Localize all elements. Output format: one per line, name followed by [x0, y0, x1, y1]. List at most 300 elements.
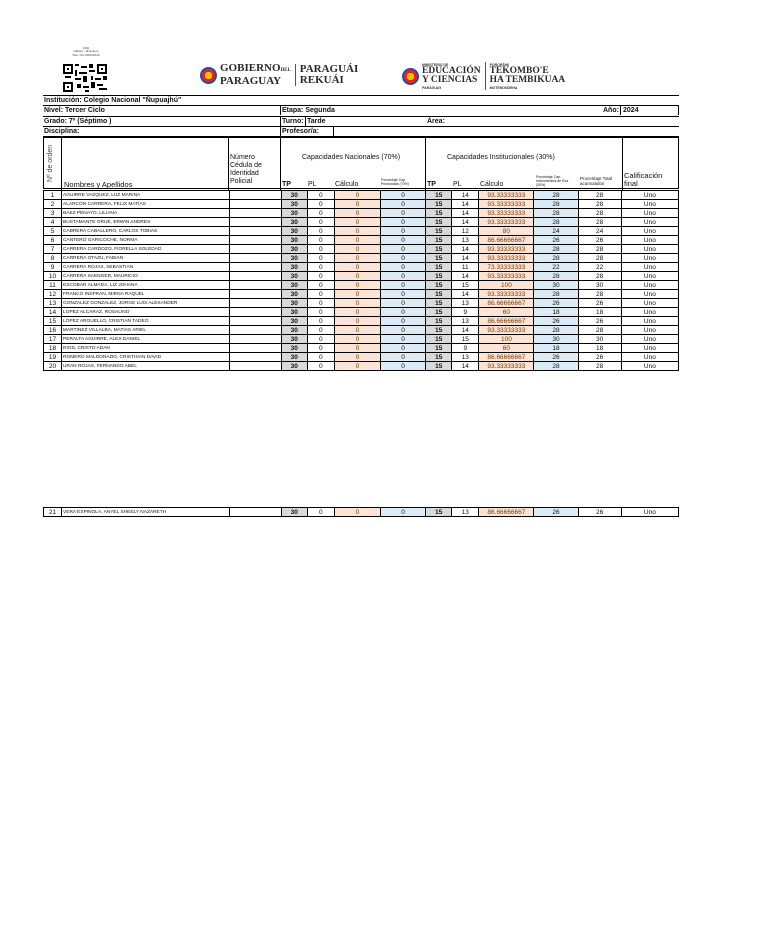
pct-nac-cell: 0 — [381, 272, 426, 281]
calc-nac-cell: 0 — [334, 218, 380, 227]
pct-inst-cell: 26 — [534, 299, 578, 308]
name-cell: MARTINEZ VILLALBA, MATIAS ARIEL — [62, 326, 230, 335]
calc-nac-cell: 0 — [334, 200, 380, 209]
cedula-cell — [229, 218, 281, 227]
tp-nac-cell: 30 — [281, 227, 307, 236]
cedula-cell — [229, 344, 281, 353]
students-table-extra — [43, 507, 679, 517]
col-pct-nac: Porcentaje Cap. Priorizadas (70%) — [381, 178, 409, 186]
name-cell: GONZALEZ GONZALEZ, JORGE LUIS ALEXANDER — [62, 299, 230, 308]
table-row — [44, 326, 679, 335]
table-row — [44, 272, 679, 281]
name-cell: VERA ESPINOLA, ANYEL SHEELY NAZARETH — [62, 508, 230, 517]
calc-inst-cell: 93.33333333 — [479, 290, 534, 299]
pl-inst-cell: 12 — [452, 227, 479, 236]
name-cell: AGUIRRE VAZQUEZ, LUZ MARINA — [62, 191, 230, 200]
pl-inst-cell: 14 — [452, 290, 479, 299]
orden-cell: 13 — [44, 299, 62, 308]
calc-inst-cell: 93.33333333 — [479, 191, 534, 200]
pl-nac-cell: 0 — [307, 326, 334, 335]
pl-inst-cell: 14 — [452, 254, 479, 263]
pl-inst-cell: 13 — [452, 236, 479, 245]
calc-inst-cell: 86.66666667 — [479, 236, 534, 245]
pl-nac-cell: 0 — [307, 227, 334, 236]
calif-cell: Uno — [621, 335, 678, 344]
total-cell: 28 — [578, 209, 621, 218]
tp-nac-cell: 30 — [281, 200, 307, 209]
min-line2: Y CIENCIAS — [422, 75, 478, 85]
logo-divider — [295, 64, 296, 86]
table-row — [44, 308, 679, 317]
calc-nac-cell: 0 — [334, 236, 380, 245]
pl-nac-cell: 0 — [307, 290, 334, 299]
pct-nac-cell: 0 — [381, 218, 426, 227]
name-cell: CARRERA CARDOZO, FIORELLA SOLEDAD — [62, 245, 230, 254]
min-line1: EDUCACIÓN — [422, 65, 481, 76]
name-cell: CARRERA OTAZU, FABIAN — [62, 254, 230, 263]
pl-nac-cell: 0 — [307, 281, 334, 290]
gn-top: PORORÃMI — [489, 62, 509, 67]
calif-cell: Uno — [621, 299, 678, 308]
orden-cell: 2 — [44, 200, 62, 209]
pl-inst-cell: 13 — [452, 508, 479, 517]
pl-inst-cell: 13 — [452, 353, 479, 362]
pct-nac-cell: 0 — [381, 344, 426, 353]
col-calif: Calificación final — [624, 171, 663, 188]
pct-nac-cell: 0 — [381, 227, 426, 236]
name-cell: RIOS, CRISTO ADAN — [62, 344, 230, 353]
calc-inst-cell: 93.33333333 — [479, 245, 534, 254]
pl-inst-cell: 15 — [452, 335, 479, 344]
pct-inst-cell: 28 — [534, 290, 578, 299]
name-cell: ESCOBAR ALMADA, LIZ JOHANA — [62, 281, 230, 290]
calif-cell: Uno — [621, 326, 678, 335]
pct-nac-cell: 0 — [381, 353, 426, 362]
anio-value: 2024 — [623, 107, 639, 114]
pl-nac-cell: 0 — [307, 344, 334, 353]
calif-cell: Uno — [621, 218, 678, 227]
total-cell: 26 — [578, 299, 621, 308]
pct-inst-cell: 28 — [534, 218, 578, 227]
cedula-cell — [229, 227, 281, 236]
col-calc2: Cálculo — [480, 181, 504, 188]
tp-inst-cell: 15 — [426, 344, 452, 353]
table-row — [44, 254, 679, 263]
tp-nac-cell: 30 — [281, 218, 307, 227]
total-cell: 18 — [578, 344, 621, 353]
calc-nac-cell: 0 — [334, 299, 380, 308]
calc-nac-cell: 0 — [334, 335, 380, 344]
national-seal-icon — [200, 67, 217, 84]
tp-inst-cell: 15 — [426, 191, 452, 200]
pl-inst-cell: 13 — [452, 317, 479, 326]
calif-cell: Uno — [621, 236, 678, 245]
gov-gn2: REKUÁI — [299, 74, 344, 86]
orden-cell: 5 — [44, 227, 62, 236]
tp-inst-cell: 15 — [426, 335, 452, 344]
pl-inst-cell: 11 — [452, 263, 479, 272]
pct-inst-cell: 28 — [534, 326, 578, 335]
profesor-label: Profesor/a: — [282, 128, 319, 135]
calc-inst-cell: 93.33333333 — [479, 209, 534, 218]
tp-inst-cell: 15 — [426, 290, 452, 299]
gobierno-logo — [200, 63, 358, 87]
pl-nac-cell: 0 — [307, 308, 334, 317]
cedula-cell — [229, 317, 281, 326]
name-cell: URAN ROJAS, FERNANDO ABEL — [62, 362, 230, 371]
pct-inst-cell: 26 — [534, 508, 578, 517]
calc-nac-cell: 0 — [334, 317, 380, 326]
grado-label: Grado: 7º (Séptimo ) — [44, 118, 112, 125]
cedula-cell — [229, 299, 281, 308]
table-row — [44, 191, 679, 200]
gov-line1: GOBIERNO — [220, 62, 281, 74]
name-cell: BAEZ PENAYO, LILIANA — [62, 209, 230, 218]
pct-nac-cell: 0 — [381, 263, 426, 272]
cedula-cell — [229, 263, 281, 272]
tp-inst-cell: 15 — [426, 362, 452, 371]
calc-nac-cell: 0 — [334, 245, 380, 254]
total-cell: 26 — [578, 353, 621, 362]
table-row — [44, 353, 679, 362]
tp-inst-cell: 15 — [426, 317, 452, 326]
calc-nac-cell: 0 — [334, 263, 380, 272]
total-cell: 30 — [578, 281, 621, 290]
total-cell: 18 — [578, 308, 621, 317]
gov-gn1: PARAGUÁI — [299, 63, 359, 75]
pl-nac-cell: 0 — [307, 335, 334, 344]
tp-nac-cell: 30 — [281, 272, 307, 281]
pct-nac-cell: 0 — [381, 245, 426, 254]
tp-nac-cell: 30 — [281, 245, 307, 254]
pct-inst-cell: 26 — [534, 236, 578, 245]
tp-inst-cell: 15 — [426, 281, 452, 290]
cedula-cell — [229, 236, 281, 245]
tp-nac-cell: 30 — [281, 191, 307, 200]
pl-inst-cell: 14 — [452, 200, 479, 209]
pct-nac-cell: 0 — [381, 508, 426, 517]
pct-nac-cell: 0 — [381, 200, 426, 209]
pl-nac-cell: 0 — [307, 272, 334, 281]
tp-inst-cell: 15 — [426, 245, 452, 254]
orden-cell: 21 — [44, 508, 62, 517]
logo-divider — [485, 62, 486, 90]
col-tp1: TP — [282, 181, 291, 188]
col-orden: Nº de orden — [47, 144, 54, 182]
calif-cell: Uno — [621, 245, 678, 254]
pl-inst-cell: 14 — [452, 326, 479, 335]
pl-inst-cell: 14 — [452, 362, 479, 371]
min-bottom: PARAGUAY — [422, 85, 442, 90]
cedula-cell — [229, 353, 281, 362]
cedula-cell — [229, 290, 281, 299]
name-cell: BUSTAMANTE ORUE, ERWIN ANDRES — [62, 218, 230, 227]
calif-cell: Uno — [621, 281, 678, 290]
cedula-cell — [229, 335, 281, 344]
pct-nac-cell: 0 — [381, 362, 426, 371]
calc-inst-cell: 60 — [479, 344, 534, 353]
tp-nac-cell: 30 — [281, 281, 307, 290]
institucion-label: Institución: Colegio Nacional "Ñupuajhú" — [44, 97, 182, 104]
cedula-cell — [229, 245, 281, 254]
table-row — [44, 245, 679, 254]
etapa-label: Etapa: Segunda — [282, 107, 335, 114]
orden-cell: 15 — [44, 317, 62, 326]
qr-caption-line: Res. Nro 9000/2019 — [72, 52, 100, 57]
name-cell: ALARCON CARRERA, FELIX MATIAS — [62, 200, 230, 209]
name-cell: PERALTA AGUIRRE, ALEX DANIEL — [62, 335, 230, 344]
pct-inst-cell: 24 — [534, 227, 578, 236]
total-cell: 26 — [578, 508, 621, 517]
calif-cell: Uno — [621, 263, 678, 272]
pct-inst-cell: 26 — [534, 317, 578, 326]
total-cell: 30 — [578, 335, 621, 344]
tp-inst-cell: 15 — [426, 236, 452, 245]
pl-inst-cell: 14 — [452, 245, 479, 254]
calif-cell: Uno — [621, 209, 678, 218]
total-cell: 28 — [578, 326, 621, 335]
calc-inst-cell: 86.66666667 — [479, 317, 534, 326]
calc-inst-cell: 93.33333333 — [479, 254, 534, 263]
orden-cell: 20 — [44, 362, 62, 371]
pl-nac-cell: 0 — [307, 191, 334, 200]
calc-inst-cell: 93.33333333 — [479, 218, 534, 227]
calif-cell: Uno — [621, 508, 678, 517]
col-tp2: TP — [427, 181, 436, 188]
info-row-disciplina — [43, 126, 679, 137]
pl-nac-cell: 0 — [307, 263, 334, 272]
tp-nac-cell: 30 — [281, 263, 307, 272]
orden-cell: 18 — [44, 344, 62, 353]
tp-nac-cell: 30 — [281, 353, 307, 362]
cedula-cell — [229, 272, 281, 281]
calc-inst-cell: 93.33333333 — [479, 326, 534, 335]
calc-inst-cell: 100 — [479, 335, 534, 344]
pct-nac-cell: 0 — [381, 317, 426, 326]
pl-nac-cell: 0 — [307, 508, 334, 517]
tp-nac-cell: 30 — [281, 317, 307, 326]
students-table — [43, 190, 679, 371]
tp-inst-cell: 15 — [426, 508, 452, 517]
pl-nac-cell: 0 — [307, 254, 334, 263]
table-row — [44, 335, 679, 344]
column-header — [43, 137, 679, 189]
col-cedula: Número Cédula de Identidad Policial — [230, 154, 262, 185]
orden-cell: 8 — [44, 254, 62, 263]
col-calc1: Cálculo — [335, 181, 359, 188]
col-nombres: Nombres y Apellidos — [64, 180, 133, 189]
pct-inst-cell: 28 — [534, 362, 578, 371]
table-row — [44, 317, 679, 326]
tp-nac-cell: 30 — [281, 308, 307, 317]
tp-nac-cell: 30 — [281, 335, 307, 344]
calif-cell: Uno — [621, 344, 678, 353]
table-row — [44, 362, 679, 371]
calc-nac-cell: 0 — [334, 227, 380, 236]
name-cell: CARRERA SAENGER, MAURICIO — [62, 272, 230, 281]
pct-inst-cell: 28 — [534, 245, 578, 254]
pct-nac-cell: 0 — [381, 209, 426, 218]
gn-bottom: MOTENONDEHA — [489, 85, 518, 90]
calc-nac-cell: 0 — [334, 362, 380, 371]
col-cap-inst: Capacidades Institucionales (30%) — [447, 154, 555, 161]
calif-cell: Uno — [621, 308, 678, 317]
calc-inst-cell: 86.66666667 — [479, 353, 534, 362]
total-cell: 28 — [578, 272, 621, 281]
total-cell: 28 — [578, 191, 621, 200]
qr-code-icon — [63, 50, 107, 92]
pct-inst-cell: 26 — [534, 353, 578, 362]
pct-inst-cell: 18 — [534, 308, 578, 317]
min-top: MINISTERIO DE — [422, 62, 449, 67]
pl-nac-cell: 0 — [307, 200, 334, 209]
orden-cell: 1 — [44, 191, 62, 200]
col-cap-nac: Capacidades Nacionales (70%) — [302, 154, 401, 161]
ministerio-logo — [402, 62, 565, 90]
tp-inst-cell: 15 — [426, 353, 452, 362]
pl-nac-cell: 0 — [307, 218, 334, 227]
total-cell: 28 — [578, 362, 621, 371]
pct-nac-cell: 0 — [381, 326, 426, 335]
pct-inst-cell: 28 — [534, 209, 578, 218]
cedula-cell — [229, 326, 281, 335]
calc-inst-cell: 73.33333333 — [479, 263, 534, 272]
calif-cell: Uno — [621, 227, 678, 236]
tp-inst-cell: 15 — [426, 326, 452, 335]
table-row — [44, 236, 679, 245]
info-row-grado — [43, 116, 679, 126]
pct-inst-cell: 30 — [534, 281, 578, 290]
calif-cell: Uno — [621, 200, 678, 209]
tp-nac-cell: 30 — [281, 299, 307, 308]
area-label: Área: — [427, 118, 445, 125]
pl-inst-cell: 14 — [452, 272, 479, 281]
table-row — [44, 209, 679, 218]
orden-cell: 16 — [44, 326, 62, 335]
gn-line1: TEKOMBO'E — [489, 65, 549, 76]
name-cell: ROMERO MALDONADO, CRISTHIAN DAVID — [62, 353, 230, 362]
pct-inst-cell: 30 — [534, 335, 578, 344]
pct-inst-cell: 18 — [534, 344, 578, 353]
calc-nac-cell: 0 — [334, 344, 380, 353]
calc-inst-cell: 86.66666667 — [479, 508, 534, 517]
col-pl1: PL — [308, 181, 317, 188]
name-cell: CANTERO GARICOCHE, NORMA — [62, 236, 230, 245]
cedula-cell — [229, 308, 281, 317]
pl-inst-cell: 14 — [452, 191, 479, 200]
pl-inst-cell: 15 — [452, 281, 479, 290]
pl-nac-cell: 0 — [307, 245, 334, 254]
calc-inst-cell: 80 — [479, 227, 534, 236]
tp-inst-cell: 15 — [426, 254, 452, 263]
cedula-cell — [229, 281, 281, 290]
pct-nac-cell: 0 — [381, 254, 426, 263]
orden-cell: 17 — [44, 335, 62, 344]
calc-inst-cell: 60 — [479, 308, 534, 317]
calc-nac-cell: 0 — [334, 308, 380, 317]
calc-nac-cell: 0 — [334, 191, 380, 200]
total-cell: 26 — [578, 236, 621, 245]
calif-cell: Uno — [621, 254, 678, 263]
pl-nac-cell: 0 — [307, 299, 334, 308]
calc-nac-cell: 0 — [334, 353, 380, 362]
pct-inst-cell: 28 — [534, 200, 578, 209]
tp-nac-cell: 30 — [281, 254, 307, 263]
col-pct-total: Procentaje Total acumulados — [580, 176, 613, 186]
pct-nac-cell: 0 — [381, 308, 426, 317]
tp-inst-cell: 15 — [426, 209, 452, 218]
tp-nac-cell: 30 — [281, 236, 307, 245]
calif-cell: Uno — [621, 290, 678, 299]
pl-inst-cell: 13 — [452, 299, 479, 308]
qr-caption-line: Validez - Ministerio — [73, 49, 99, 54]
orden-cell: 4 — [44, 218, 62, 227]
calif-cell: Uno — [621, 362, 678, 371]
table-row — [44, 344, 679, 353]
orden-cell: 19 — [44, 353, 62, 362]
total-cell: 22 — [578, 263, 621, 272]
info-row-nivel — [43, 105, 679, 115]
cedula-cell — [229, 200, 281, 209]
tp-inst-cell: 15 — [426, 227, 452, 236]
orden-cell: 6 — [44, 236, 62, 245]
qr-caption-line: HSD — [82, 46, 90, 50]
calc-nac-cell: 0 — [334, 326, 380, 335]
turno-label: Turno: — [282, 118, 304, 125]
pct-nac-cell: 0 — [381, 299, 426, 308]
name-cell: LÓPEZ ARGUELLO, CRISTIAN TADEO — [62, 317, 230, 326]
tp-nac-cell: 30 — [281, 209, 307, 218]
name-cell: CABRERA CABALLERO, CARLOS TOBIAS — [62, 227, 230, 236]
turno-value: Tarde — [307, 118, 326, 125]
table-row — [44, 200, 679, 209]
orden-cell: 3 — [44, 209, 62, 218]
pct-nac-cell: 0 — [381, 191, 426, 200]
ministry-seal-icon — [402, 68, 419, 85]
table-row — [44, 508, 679, 517]
pct-inst-cell: 28 — [534, 254, 578, 263]
pct-nac-cell: 0 — [381, 290, 426, 299]
tp-nac-cell: 30 — [281, 362, 307, 371]
pct-nac-cell: 0 — [381, 281, 426, 290]
pl-nac-cell: 0 — [307, 209, 334, 218]
gov-del: DEL — [280, 68, 291, 73]
nivel-label: Nivel: Tercer Ciclo — [44, 107, 105, 114]
tp-inst-cell: 15 — [426, 200, 452, 209]
tp-inst-cell: 15 — [426, 218, 452, 227]
pl-inst-cell: 9 — [452, 308, 479, 317]
calif-cell: Uno — [621, 191, 678, 200]
orden-cell: 12 — [44, 290, 62, 299]
calif-cell: Uno — [621, 272, 678, 281]
col-pl2: PL — [453, 181, 462, 188]
info-row-institucion — [43, 95, 679, 105]
orden-cell: 14 — [44, 308, 62, 317]
pct-inst-cell: 28 — [534, 191, 578, 200]
pl-nac-cell: 0 — [307, 236, 334, 245]
table-row — [44, 290, 679, 299]
pl-inst-cell: 14 — [452, 209, 479, 218]
calc-nac-cell: 0 — [334, 209, 380, 218]
name-cell: FRANCO INSFRAN, MIRNA RAQUEL — [62, 290, 230, 299]
calc-nac-cell: 0 — [334, 290, 380, 299]
total-cell: 28 — [578, 218, 621, 227]
orden-cell: 7 — [44, 245, 62, 254]
pl-nac-cell: 0 — [307, 353, 334, 362]
orden-cell: 10 — [44, 272, 62, 281]
name-cell: LOPEZ ALCARAZ, ROSALINO — [62, 308, 230, 317]
calc-inst-cell: 100 — [479, 281, 534, 290]
